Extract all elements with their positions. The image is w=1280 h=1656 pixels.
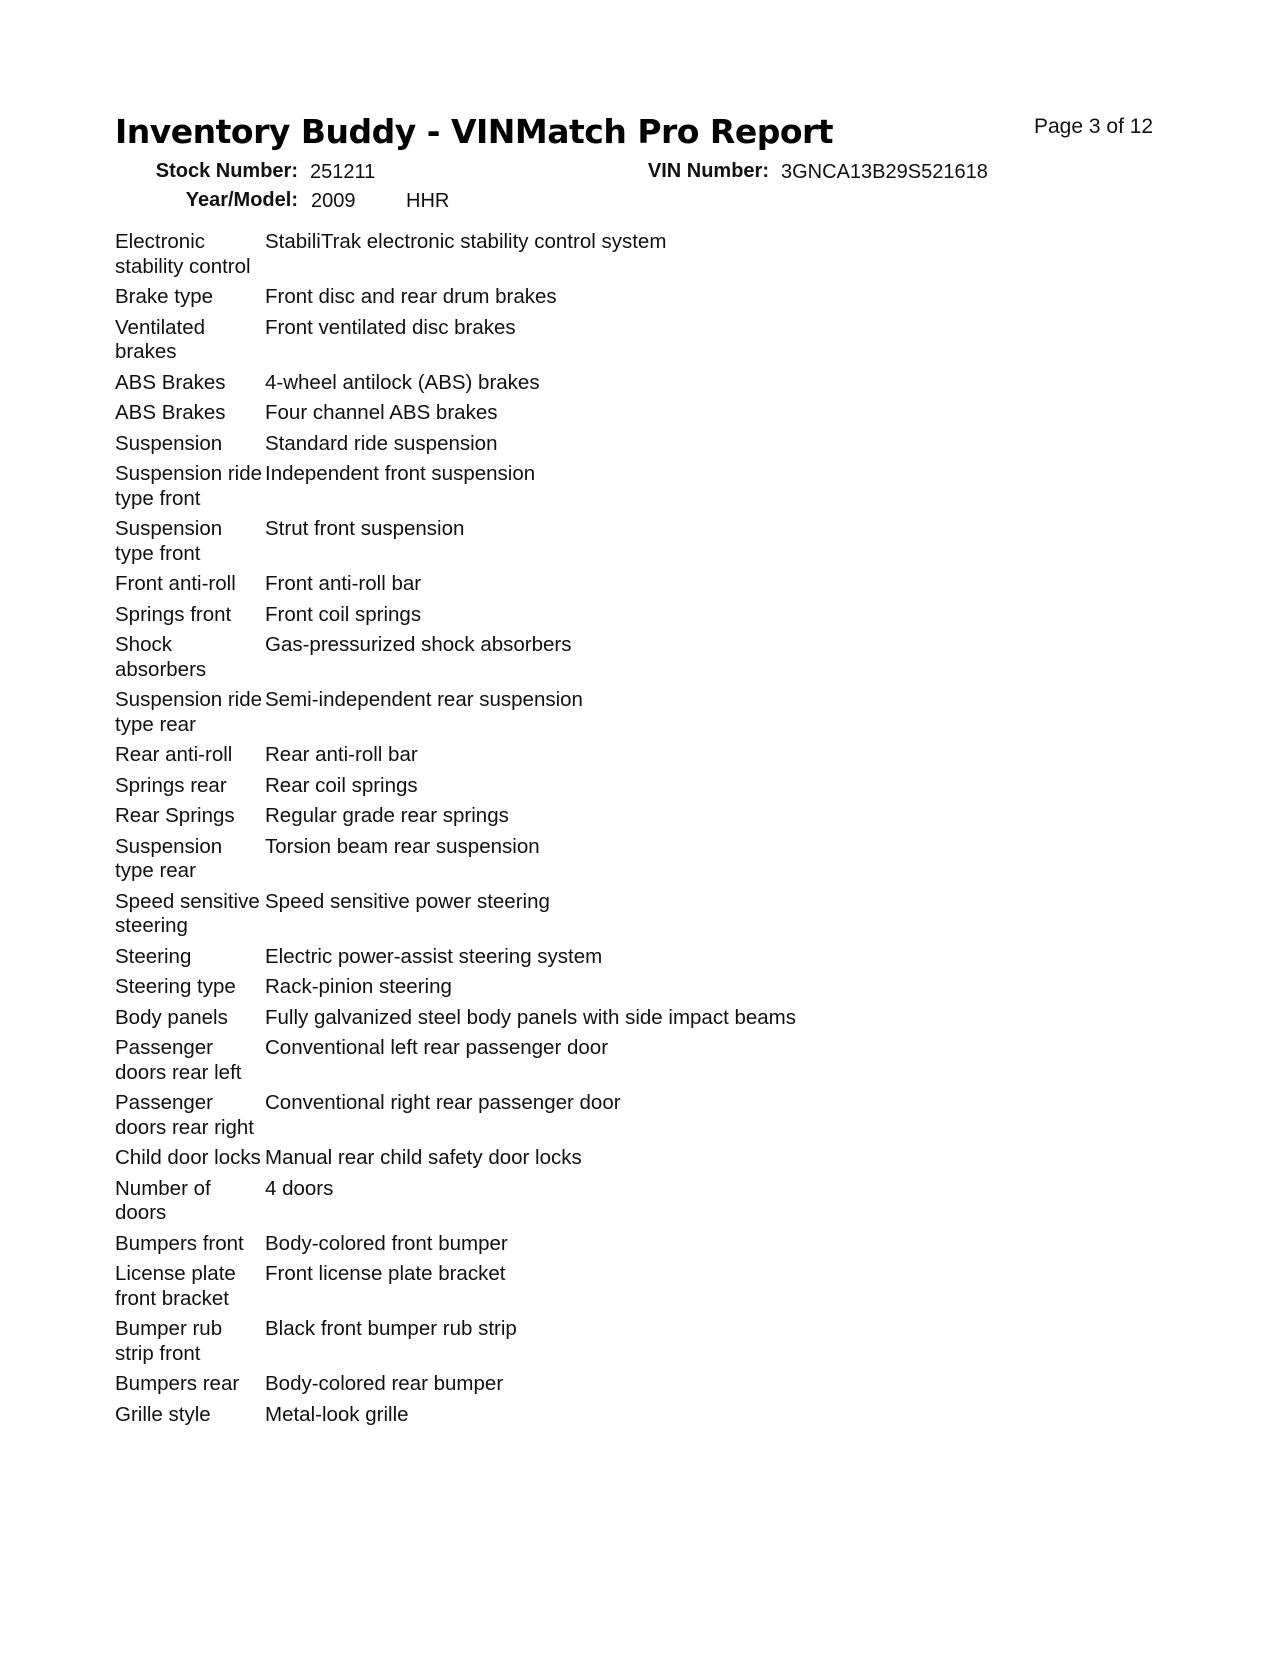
spec-label: Grille style [115,1402,211,1426]
table-row [115,1372,1015,1397]
table-row [115,285,1015,310]
spec-label: Springs rear [115,773,227,797]
spec-label: Bumpers rear [115,1372,240,1395]
year-value: 2009 [311,190,356,212]
spec-value: Independent front suspension [265,462,536,485]
spec-label: ABS Brakes [115,401,226,424]
table-row [115,401,1015,426]
model-value: HHR [406,190,450,212]
spec-label: Bumpers front [115,1231,244,1255]
table-row [115,1177,1015,1226]
table-row [115,1403,1015,1428]
spec-value: 4 doors [265,1176,334,1200]
spec-value: Front ventilated disc brakes [265,315,516,339]
spec-label: Suspension ride type front [115,462,263,510]
spec-label: Rear Springs [115,804,235,827]
spec-label: Suspension [115,431,223,455]
spec-value: Manual rear child safety door locks [265,1146,582,1169]
spec-label: Steering type [115,975,236,998]
spec-value: Metal-look grille [265,1402,409,1426]
table-row [115,371,1015,396]
spec-value: 4-wheel antilock (ABS) brakes [265,370,540,394]
table-row [115,603,1015,628]
table-row [115,517,1015,566]
spec-value: Front coil springs [265,602,422,626]
table-row [115,835,1015,884]
spec-label: Ventilated brakes [115,315,206,363]
table-row [115,432,1015,457]
page-number: Page 3 of 12 [1034,115,1154,138]
spec-value: Electric power-assist steering system [265,944,603,968]
table-row [115,743,1015,768]
spec-value: Strut front suspension [265,517,465,540]
spec-label: Speed sensitive steering [115,889,260,937]
spec-label: License plate front bracket [115,1262,236,1310]
spec-value: Rear anti-roll bar [265,743,418,766]
spec-label: Number of doors [115,1176,211,1224]
spec-value: Front disc and rear drum brakes [265,285,557,308]
spec-value: StabiliTrak electronic stability control system [265,230,667,253]
spec-value: Body-colored rear bumper [265,1372,504,1395]
year-model-label: Year/Model: [185,189,298,211]
spec-value: Black front bumper rub strip [265,1317,517,1340]
spec-value: Fully galvanized steel body panels with side impact beams [265,1005,796,1029]
spec-value: Regular grade rear springs [265,804,509,827]
table-row [115,890,1015,939]
table-row [115,1091,1015,1140]
spec-label: Suspension type front [115,517,223,565]
table-row [115,1262,1015,1311]
spec-value: Semi-independent rear suspension [265,688,583,711]
spec-value: Conventional right rear passenger door [265,1091,621,1114]
spec-value: Gas-pressurized shock absorbers [265,633,572,656]
table-row [115,1232,1015,1257]
spec-label: Front anti-roll [115,572,236,595]
table-row [115,462,1015,511]
spec-label: ABS Brakes [115,370,226,394]
spec-label: Body panels [115,1005,228,1029]
table-row [115,633,1015,682]
spec-label: Suspension type rear [115,834,223,882]
spec-label: Bumper rub strip front [115,1317,223,1365]
table-row [115,975,1015,1000]
table-row [115,1146,1015,1171]
spec-label: Suspension ride type rear [115,688,263,736]
table-row [115,688,1015,737]
vin-number-label: VIN Number: [647,160,769,182]
spec-label: Passenger doors rear right [115,1091,255,1139]
stock-number-value: 251211 [310,161,376,183]
table-row [115,1317,1015,1366]
table-row [115,1036,1015,1085]
spec-value: Speed sensitive power steering [265,889,550,913]
table-row [115,945,1015,970]
spec-label: Shock absorbers [115,633,207,681]
spec-value: Four channel ABS brakes [265,401,498,424]
spec-label: Steering [115,944,192,968]
spec-value: Conventional left rear passenger door [265,1036,609,1059]
spec-value: Body-colored front bumper [265,1231,508,1255]
table-row [115,230,1015,279]
table-row [115,572,1015,597]
table-row [115,1006,1015,1031]
table-row [115,804,1015,829]
spec-value: Front anti-roll bar [265,572,422,595]
report-title: Inventory Buddy - VINMatch Pro Report [115,112,834,151]
spec-value: Torsion beam rear suspension [265,834,540,858]
spec-value: Standard ride suspension [265,431,498,455]
spec-table [115,230,1015,1433]
spec-label: Brake type [115,285,213,308]
spec-value: Front license plate bracket [265,1262,506,1285]
spec-value: Rear coil springs [265,773,418,797]
table-row [115,316,1015,365]
spec-label: Passenger doors rear left [115,1036,242,1084]
vin-number-value: 3GNCA13B29S521618 [781,161,988,183]
table-row [115,774,1015,799]
spec-label: Child door locks [115,1146,261,1169]
spec-label: Springs front [115,602,232,626]
stock-number-label: Stock Number: [155,160,298,182]
spec-value: Rack-pinion steering [265,975,452,998]
spec-label: Rear anti-roll [115,743,233,766]
spec-label: Electronic stability control [115,230,251,278]
